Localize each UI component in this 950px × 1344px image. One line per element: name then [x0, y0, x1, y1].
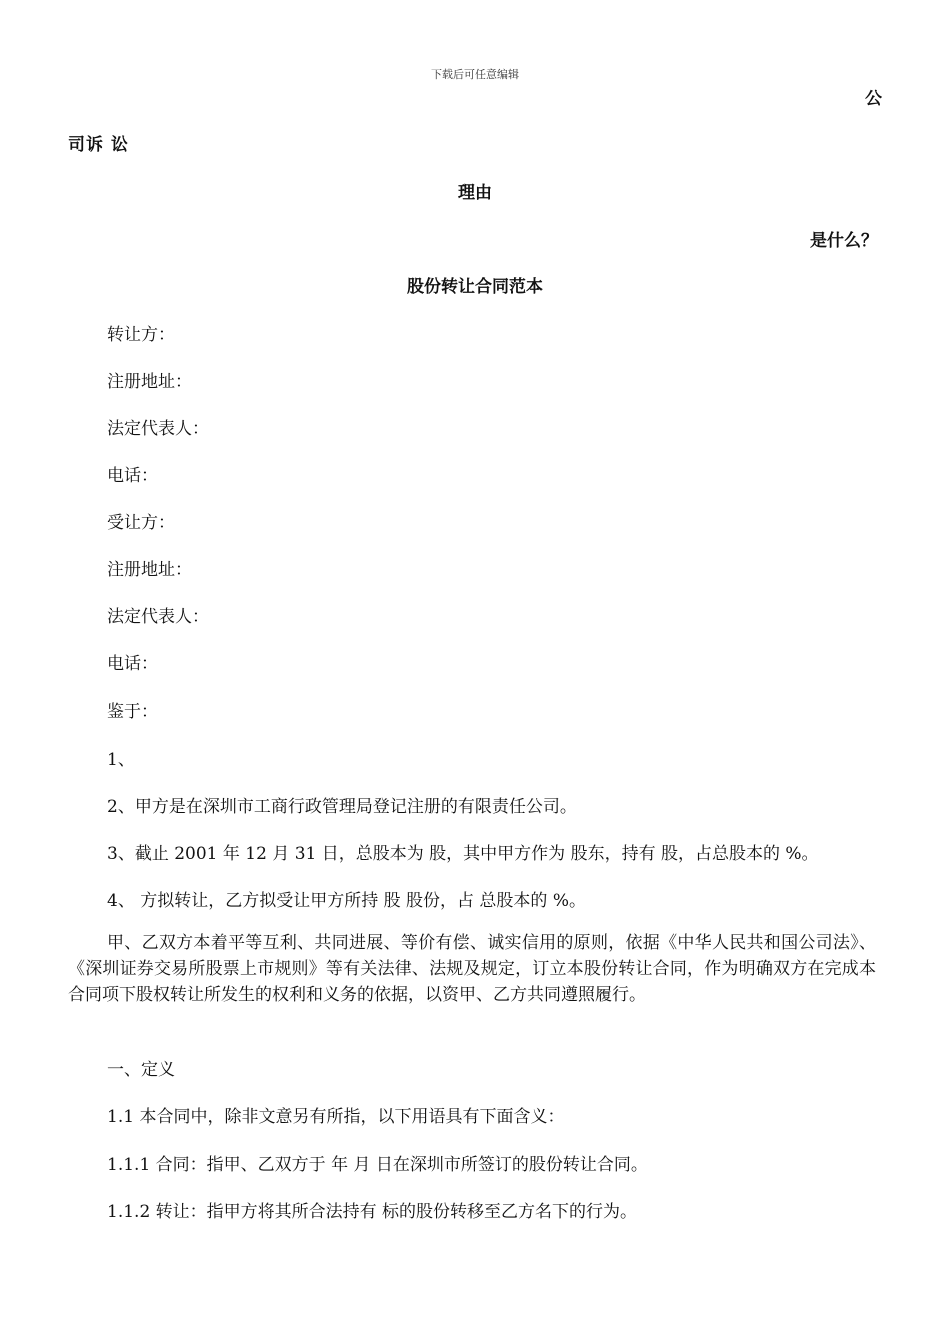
- whereas-item-1: 1、: [107, 750, 135, 770]
- party-transferee-representative: 法定代表人：: [107, 607, 209, 627]
- party-transferee-address: 注册地址：: [107, 560, 192, 580]
- party-transferor-phone: 电话：: [107, 466, 158, 486]
- whereas-item-3: 3、截止 2001 年 12 月 31 日，总股本为 股，其中甲方作为 股东，持有 股，占总股本的 %。: [107, 844, 819, 864]
- whereas-label: 鉴于：: [107, 702, 158, 722]
- title-fragment-3: 理由: [458, 183, 492, 203]
- party-transferor-representative: 法定代表人：: [107, 419, 209, 439]
- party-transferor: 转让方：: [107, 325, 175, 345]
- party-transferee: 受让方：: [107, 513, 175, 533]
- party-transferee-phone: 电话：: [107, 654, 158, 674]
- title-fragment-2: 司诉 讼: [68, 135, 129, 155]
- clause-1-1: 1.1 本合同中，除非文意另有所指，以下用语具有下面含义：: [107, 1107, 565, 1127]
- section-1-title: 一、定义: [107, 1060, 175, 1080]
- header-note: 下载后可任意编辑: [431, 68, 519, 81]
- clause-1-1-1: 1.1.1 合同：指甲、乙双方于 年 月 日在深圳市所签订的股份转让合同。: [107, 1155, 648, 1175]
- preamble-paragraph: 甲、乙双方本着平等互利、共同进展、等价有偿、诚实信用的原则，依据《中华人民共和国公司法》、《深圳证券交易所股票上市规则》等有关法律、法规及规定，订立本股份转让合同，作为明确双方在完成本合同项下股权转让所发生的权利和义务的依据，以资甲、乙方共同遵照履行。: [68, 933, 876, 1005]
- party-transferor-address: 注册地址：: [107, 372, 192, 392]
- document-title: 股份转让合同范本: [407, 277, 543, 297]
- title-fragment-4: 是什么？: [810, 231, 878, 251]
- clause-1-1-2: 1.1.2 转让：指甲方将其所合法持有 标的股份转移至乙方名下的行为。: [107, 1202, 638, 1222]
- whereas-item-4: 4、 方拟转让，乙方拟受让甲方所持 股 股份，占 总股本的 %。: [107, 891, 586, 911]
- whereas-item-2: 2、甲方是在深圳市工商行政管理局登记注册的有限责任公司。: [107, 797, 577, 817]
- title-fragment-1: 公: [865, 89, 882, 109]
